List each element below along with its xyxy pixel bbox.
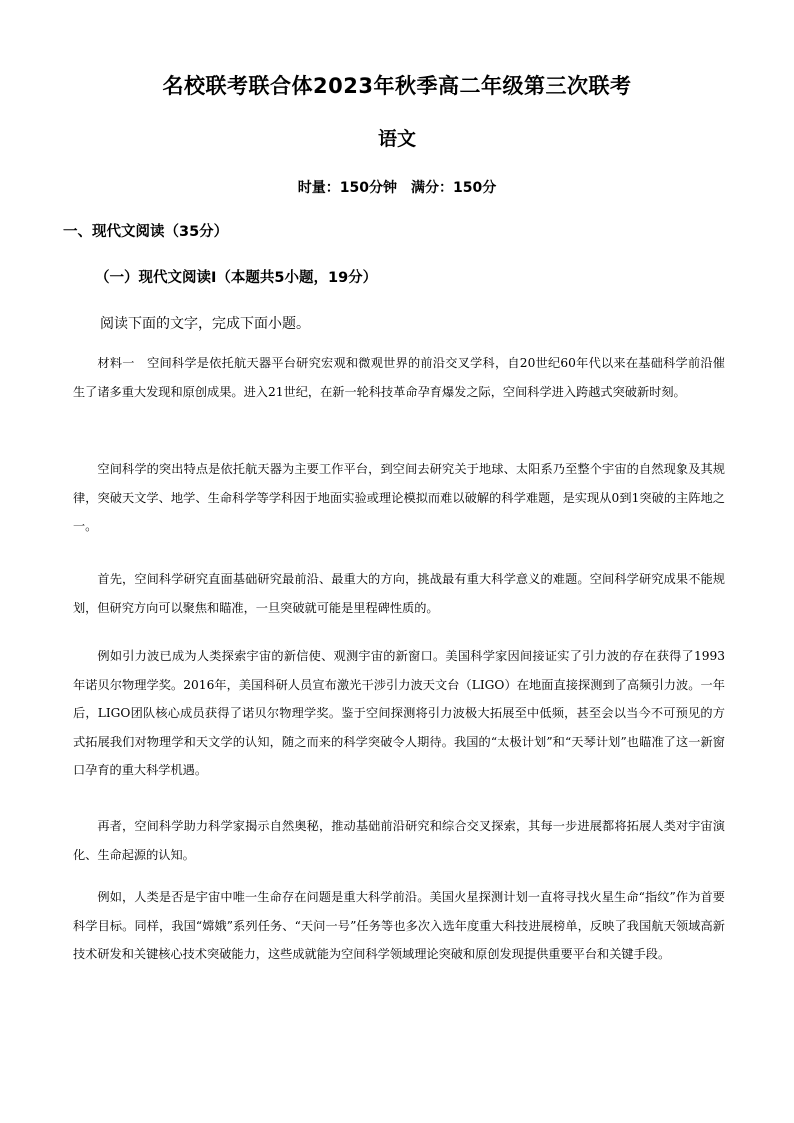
paragraph: 首先，空间科学研究直面基础研究最前沿、最重大的方向，挑战最有重大科学意义的难题。空间科学研究成果不能规划，但研究方向可以聚焦和瞄准，一旦突破就可能是里程碑性质的。 (73, 572, 725, 615)
paragraph: 空间科学的突出特点是依托航天器为主要工作平台，到空间去研究关于地球、太阳系乃至整个宇宙的自然现象及其规律，突破天文学、地学、生命科学等学科因于地面实验或理论模拟而难以破解的科学难题，是实现从0到1突破的主阵地之一。 (73, 462, 725, 533)
exam-time-info: 时量：150分钟 满分：150分 (297, 180, 497, 196)
paragraph: 例如，人类是否是宇宙中唯一生命存在问题是重大科学前沿。美国火星探测计划一直将寻找火星生命“指纹”作为首要科学目标。同样，我国“嫦娥”系列任务、“天问一号”任务等也多次入选年度重大科技进展榜单，反映了我国航天领域高新技术研发和关键核心技术突破能力，这些成就能为空间科学领域理论突破和原创发现提供重要平台和关键手段。 (73, 890, 725, 961)
section-heading: 一、现代文阅读（35分） (63, 224, 229, 240)
subject-title: 语文 (377, 128, 416, 150)
subsection-heading: （一）现代文阅读Ⅰ（本题共5小题，19分） (95, 270, 378, 286)
paragraph: 例如引力波已成为人类探索宇宙的新信使、观测宇宙的新窗口。美国科学家因间接证实了引力波的存在获得了1993年诺贝尔物理学奖。2016年，美国科研人员宣布激光干涉引力波天文台（LIGO）在地面直接探测到了高频引力波。一年后，LIGO团队核心成员获得了诺贝尔物理学奖。鉴于空间探测将引力波极大拓展至中低频，甚至会以当今不可预见的方式拓展我们对物理学和天文学的认知，随之而来的科学突破令人期待。我国的“太极计划”和“天琴计划”也瞄准了这一新窗口孕育的重大科学机遇。 (73, 649, 725, 777)
paragraph-material-one: 材料一 空间科学是依托航天器平台研究宏观和微观世界的前沿交叉学科，自20世纪60年代以来在基础科学前沿催生了诸多重大发现和原创成果。进入21世纪，在新一轮科技革命孕育爆发之际，空间科学进入跨越式突破新时刻。 (73, 356, 725, 399)
paragraph: 再者，空间科学助力科学家揭示自然奥秘，推动基础前沿研究和综合交叉探索，其每一步进展都将拓展人类对宇宙演化、生命起源的认知。 (73, 819, 725, 862)
exam-title: 名校联考联合体2023年秋季高二年级第三次联考 (162, 74, 632, 98)
reading-instruction: 阅读下面的文字，完成下面小题。 (100, 316, 310, 332)
